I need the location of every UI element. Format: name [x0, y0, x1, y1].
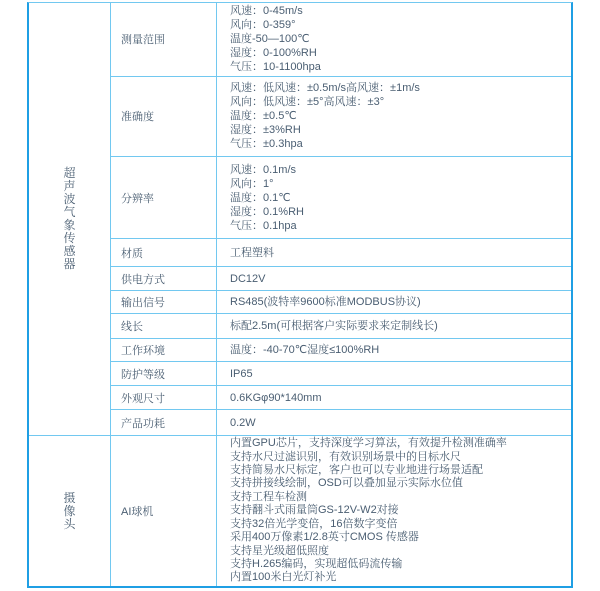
value-line: 温度-50—100℃ — [230, 33, 310, 46]
row-value — [217, 436, 571, 586]
table-row — [111, 267, 571, 291]
table-row — [111, 386, 571, 410]
row-label: AI球机 — [111, 436, 217, 586]
table-row — [111, 362, 571, 386]
value-line: 风向：0-359° — [230, 19, 296, 32]
value-line: 支持H.265编码，实现超低码流传输 — [230, 557, 403, 570]
table-row — [111, 410, 571, 435]
row-value — [217, 157, 571, 239]
value-line: 支持星光级超低照度 — [230, 544, 329, 557]
row-label: 准确度 — [111, 77, 217, 156]
row-label: 输出信号 — [111, 291, 217, 313]
table-row — [111, 436, 571, 586]
value-line: 气压：0.1hpa — [230, 219, 297, 232]
value-line: 风速：0-45m/s — [230, 5, 303, 18]
value-line: 湿度：0.1%RH — [230, 205, 304, 218]
row-value — [217, 386, 571, 409]
value-line: 风向：1° — [230, 177, 274, 190]
value-line: 支持翻斗式雨量筒GS-12V-W2对接 — [230, 504, 399, 517]
table-row — [111, 339, 571, 362]
row-value — [217, 239, 571, 266]
row-value — [217, 314, 571, 338]
value-line: 0.6KGφ90*140mm — [230, 391, 322, 404]
value-line: 气压：10-1100hpa — [230, 61, 321, 74]
table-row — [111, 3, 571, 77]
row-value — [217, 362, 571, 385]
value-line: 风向：低风速：±5°高风速：±3° — [230, 96, 385, 109]
row-value — [217, 3, 571, 76]
row-value — [217, 339, 571, 361]
table-row — [111, 291, 571, 314]
value-line: 工程塑料 — [230, 246, 274, 259]
row-value — [217, 267, 571, 290]
value-line: IP65 — [230, 367, 253, 380]
row-label: 工作环境 — [111, 339, 217, 361]
row-label: 材质 — [111, 239, 217, 266]
value-line: 湿度：±3%RH — [230, 124, 301, 137]
value-line: 标配2.5m(可根据客户实际要求来定制线长) — [230, 320, 438, 333]
row-label: 线长 — [111, 314, 217, 338]
row-label: 防护等级 — [111, 362, 217, 385]
table-row — [111, 314, 571, 339]
table-row — [111, 157, 571, 240]
value-line: 支持工程车检测 — [230, 490, 307, 503]
value-line: 支持32倍光学变倍，16倍数字变倍 — [230, 517, 398, 530]
value-line: 温度：±0.5℃ — [230, 110, 297, 123]
value-line: 内置GPU芯片，支持深度学习算法，有效提升检测准确率 — [230, 437, 507, 450]
value-line: 风速：0.1m/s — [230, 163, 297, 176]
row-label: 供电方式 — [111, 267, 217, 290]
value-line: 风速：低风速：±0.5m/s高风速：±1m/s — [230, 82, 420, 95]
value-line: RS485(波特率9600标准MODBUS协议) — [230, 296, 421, 309]
value-line: 0.2W — [230, 416, 256, 429]
section-camera — [29, 436, 571, 586]
section-sensor — [29, 3, 571, 436]
value-line: 温度：0.1℃ — [230, 191, 291, 204]
value-line: DC12V — [230, 272, 266, 285]
value-line: 采用400万像素1/2.8英寸CMOS 传感器 — [230, 531, 419, 544]
sensor-rows — [111, 3, 571, 435]
category-label-camera: 摄像头 — [63, 490, 76, 531]
value-line: 支持水尺过滤识别，有效识别场景中的目标水尺 — [230, 450, 461, 463]
table-row — [111, 77, 571, 157]
row-label: 分辨率 — [111, 157, 217, 239]
value-line: 气压：±0.3hpa — [230, 138, 303, 151]
category-label-sensor: 超声波气象传感器 — [63, 166, 76, 271]
value-line: 支持简易水尺标定，客户也可以专业地进行场景适配 — [230, 464, 483, 477]
camera-rows — [111, 436, 571, 586]
row-label: 测量范围 — [111, 3, 217, 76]
row-value — [217, 291, 571, 313]
row-label: 外观尺寸 — [111, 386, 217, 409]
value-line: 内置100米白光灯补光 — [230, 571, 337, 584]
row-value — [217, 410, 571, 435]
value-line: 支持拼接线绘制，OSD可以叠加显示实际水位值 — [230, 477, 463, 490]
value-line: 温度：-40-70℃湿度≤100%RH — [230, 344, 380, 357]
spec-table — [27, 2, 573, 588]
row-value — [217, 77, 571, 156]
category-cell-sensor — [29, 3, 111, 435]
value-line: 湿度：0-100%RH — [230, 47, 317, 60]
row-label: 产品功耗 — [111, 410, 217, 435]
table-row — [111, 239, 571, 267]
category-cell-camera — [29, 436, 111, 586]
